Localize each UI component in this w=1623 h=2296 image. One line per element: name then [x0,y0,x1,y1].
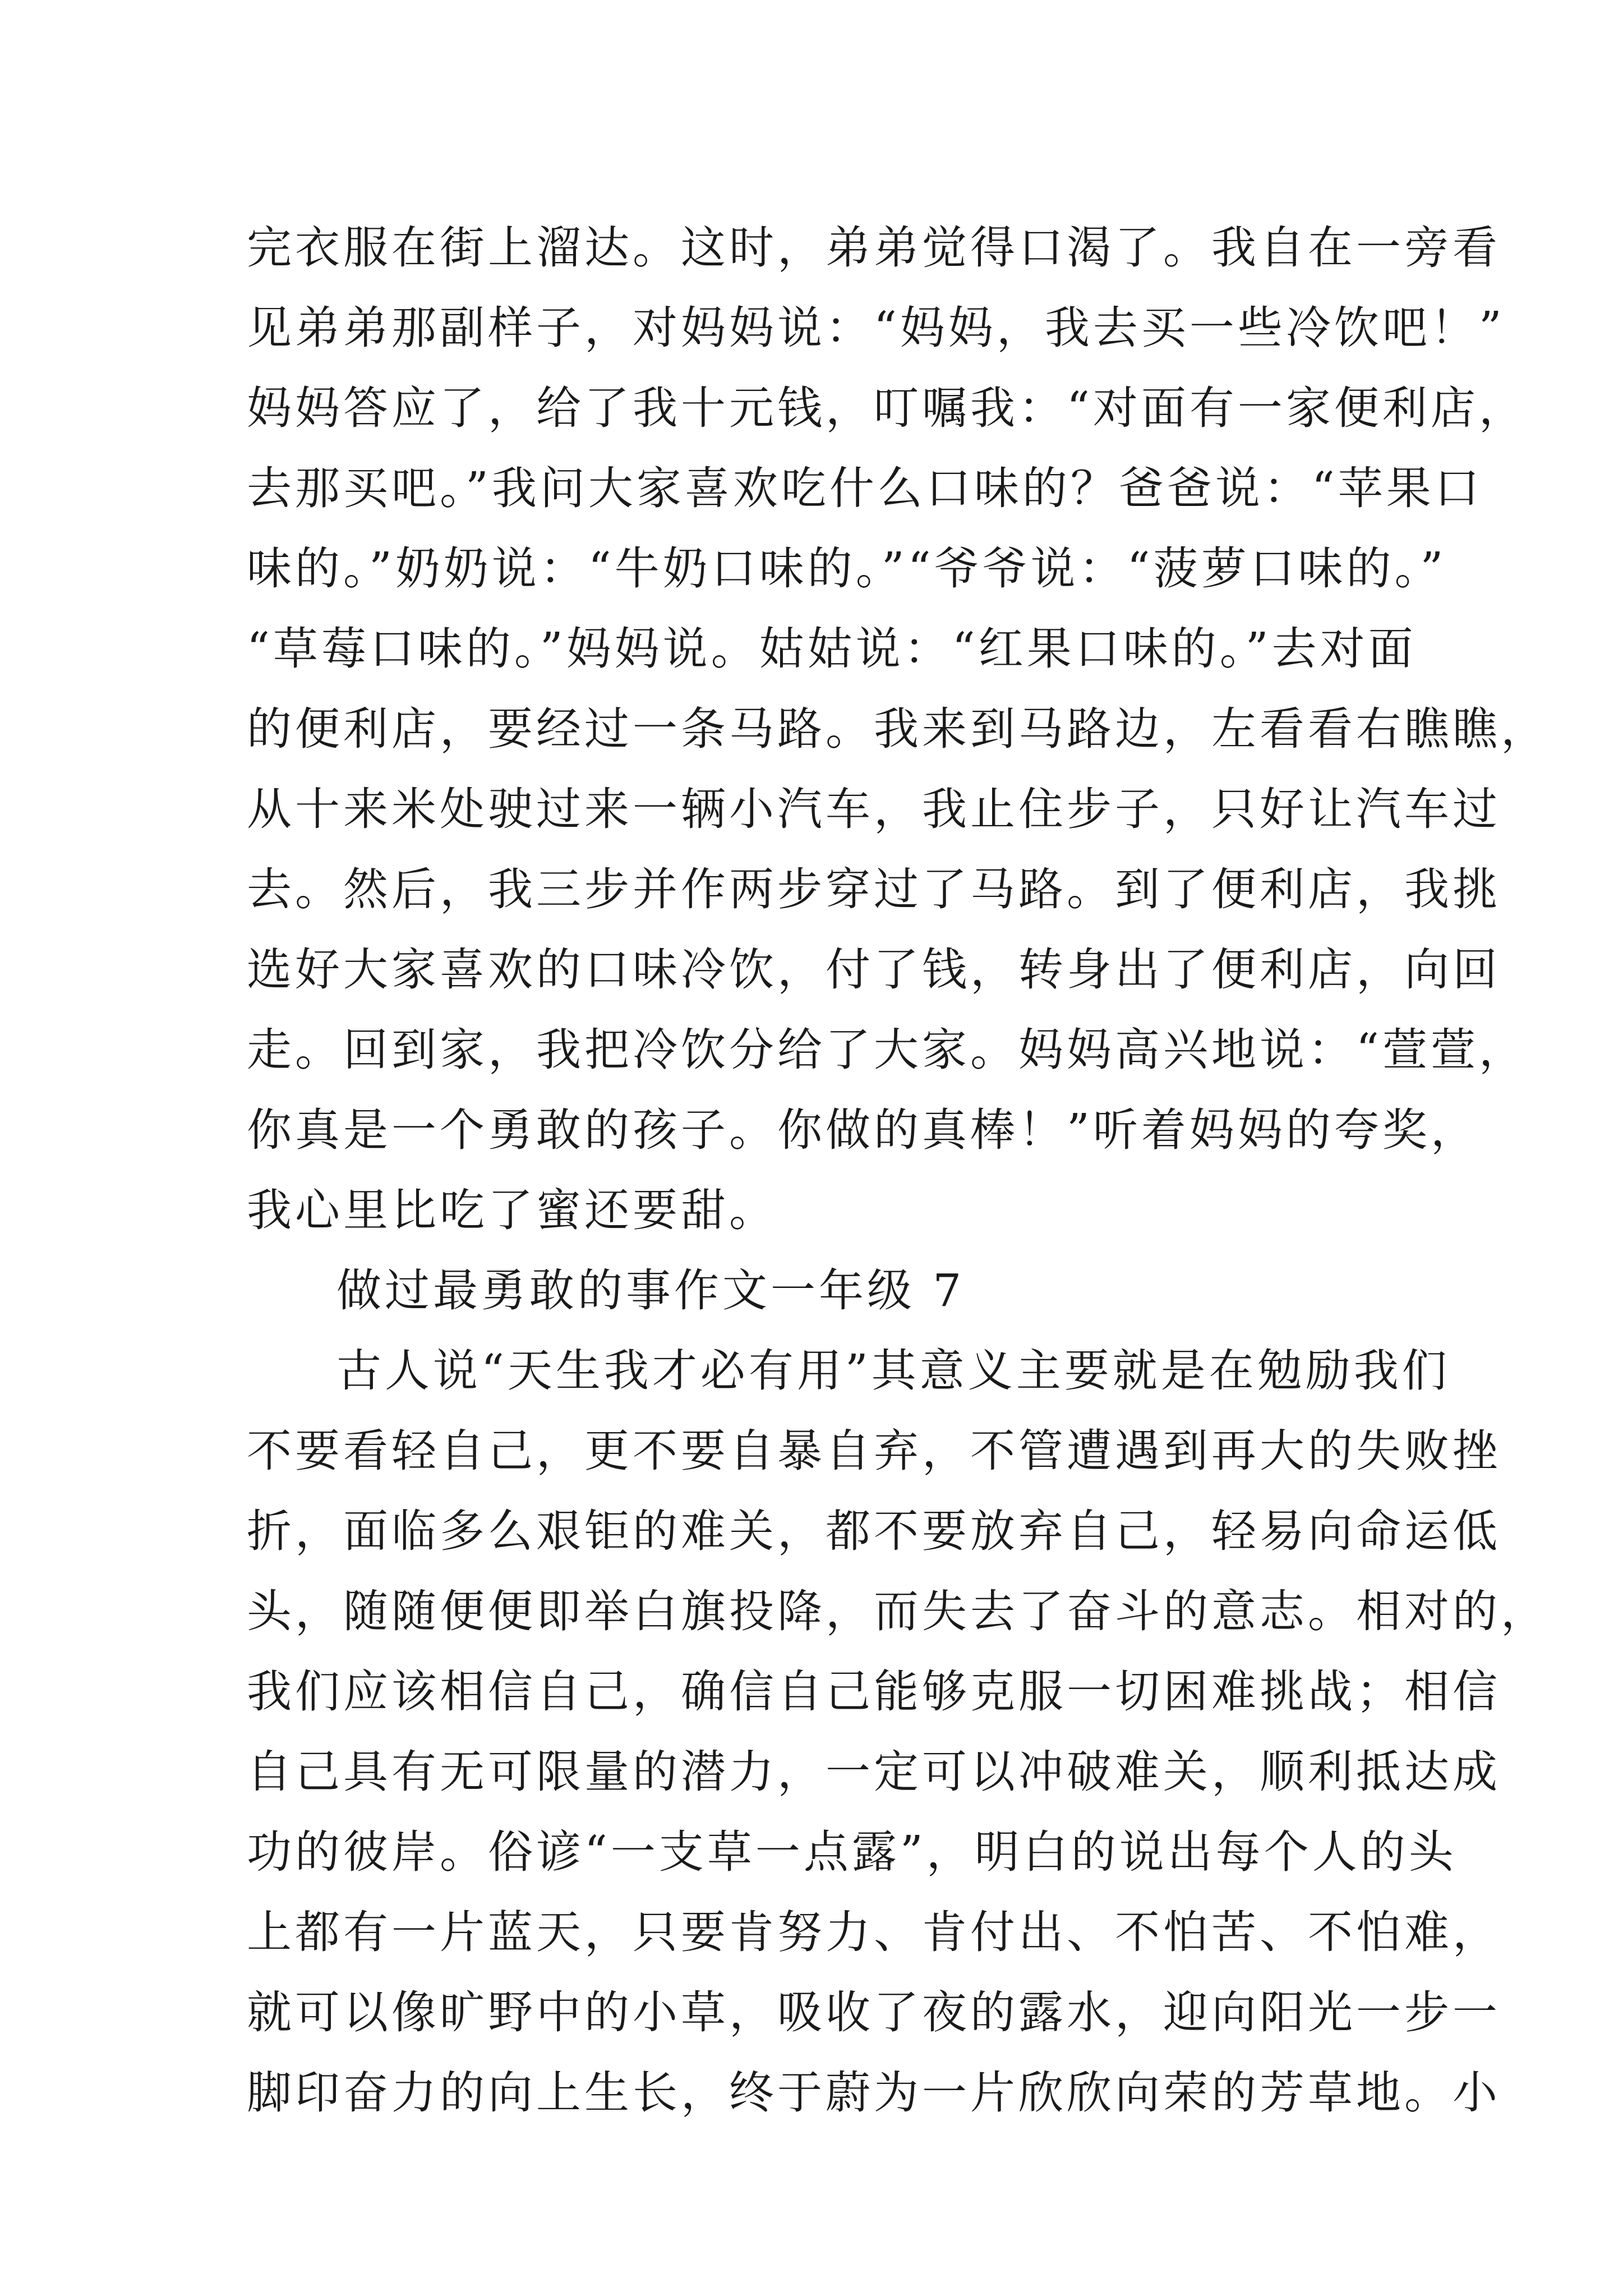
text-line: 味的。”奶奶说：“牛奶口味的。”“爷爷说：“菠萝口味的。” [247,542,1447,595]
text-line: 古人说“天生我才必有用”其意义主要就是在勉励我们 [336,1345,1450,1397]
text-line: 去那买吧。”我问大家喜欢吃什么口味的？爸爸说：“苹果口 [247,462,1483,514]
text-line: 完衣服在街上溜达。这时，弟弟觉得口渴了。我自在一旁看 [247,222,1501,274]
text-line: 妈妈答应了，给了我十元钱，叮嘱我：“对面有一家便利店， [247,382,1527,434]
text-line: 选好大家喜欢的口味冷饮，付了钱，转身出了便利店，向回 [247,944,1501,996]
text-line: 上都有一片蓝天，只要肯努力、肯付出、不怕苦、不怕难， [247,1906,1501,1958]
document-body [247,208,1549,2133]
text-line: 去。然后，我三步并作两步穿过了马路。到了便利店，我挑 [247,863,1501,915]
text-line: 就可以像旷野中的小草，吸收了夜的露水，迎向阳光一步一 [247,1986,1501,2039]
text-line: 的便利店，要经过一条马路。我来到马路边，左看看右瞧瞧， [247,703,1549,755]
text-line: 脚印奋力的向上生长，终于蔚为一片欣欣向荣的芳草地。小 [247,2067,1501,2119]
text-line: 自己具有无可限量的潜力，一定可以冲破难关，顺利抵达成 [247,1746,1501,1798]
text-line: “草莓口味的。”妈妈说。姑姑说：“红果口味的。”去对面 [247,623,1417,675]
text-line: 从十来米处驶过来一辆小汽车，我止住步子，只好让汽车过 [247,783,1501,835]
text-line: 走。回到家，我把冷饮分给了大家。妈妈高兴地说：“萱萱， [247,1024,1527,1076]
text-line: 见弟弟那副样子，对妈妈说：“妈妈，我去买一些冷饮吧！” [247,302,1505,354]
text-line: 你真是一个勇敢的孩子。你做的真棒！”听着妈妈的夸奖， [247,1104,1479,1156]
section-heading: 做过最勇敢的事作文一年级 7 [336,1264,965,1317]
text-line: 功的彼岸。俗谚“一支草一点露”，明白的说出每个人的头 [247,1826,1457,1878]
text-line: 我们应该相信自己，确信自己能够克服一切困难挑战；相信 [247,1665,1501,1718]
text-line: 折，面临多么艰钜的难关，都不要放弃自己，轻易向命运低 [247,1505,1501,1557]
text-line: 头，随随便便即举白旗投降，而失去了奋斗的意志。相对的， [247,1585,1549,1637]
text-line: 我心里比吃了蜜还要甜。 [247,1184,777,1236]
text-line: 不要看轻自己，更不要自暴自弃，不管遭遇到再大的失败挫 [247,1425,1501,1477]
